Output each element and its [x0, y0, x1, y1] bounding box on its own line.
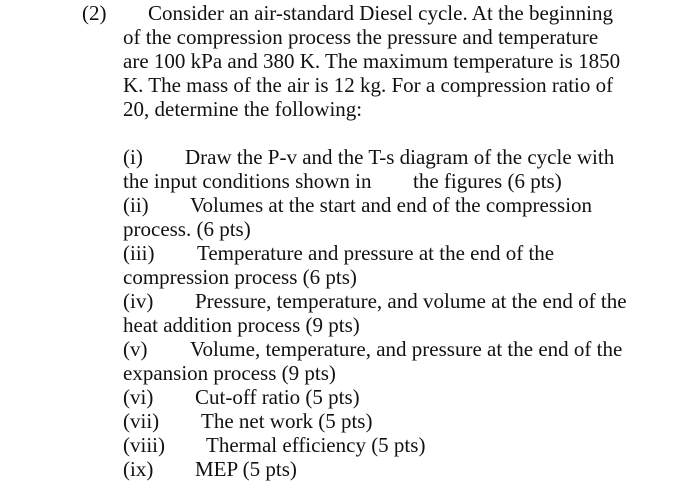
part-viii-line: [123, 433, 693, 457]
part-viii-text: Thermal efficiency (5 pts): [206, 433, 426, 457]
problem-text: [123, 1, 693, 481]
part-ii-line-2: process. (6 pts): [123, 217, 251, 241]
part-i-label: (i): [123, 145, 143, 169]
part-ix-text: MEP (5 pts): [195, 457, 297, 481]
part-i-text-2b: the figures (6 pts): [413, 169, 562, 193]
intro-line-4: K. The mass of the air is 12 kg. For a compression ratio of: [123, 73, 614, 97]
part-vii-line: [123, 409, 693, 433]
part-vii-text: The net work (5 pts): [201, 409, 373, 433]
part-iii-line-1: [123, 241, 693, 265]
part-i-text-2a: the input conditions shown in: [123, 169, 372, 193]
part-iv-line-2: heat addition process (9 pts): [123, 313, 360, 337]
part-i-line-1: [123, 145, 693, 169]
part-ix-label: (ix): [123, 457, 154, 481]
part-v-text: Volume, temperature, and pressure at the end of the: [190, 337, 623, 361]
part-iii-label: (iii): [123, 241, 155, 265]
part-i-text: Draw the P-v and the T-s diagram of the cycle with: [185, 145, 615, 169]
part-vi-text: Cut-off ratio (5 pts): [195, 385, 360, 409]
part-v-line-1: [123, 337, 693, 361]
part-iii-text: Temperature and pressure at the end of the: [197, 241, 555, 265]
part-i-line-2: [123, 169, 693, 193]
part-vi-label: (vi): [123, 385, 154, 409]
part-ix-line: [123, 457, 693, 481]
part-v-label: (v): [123, 337, 148, 361]
question-number: (2): [82, 1, 107, 25]
intro-line-5: 20, determine the following:: [123, 97, 363, 121]
intro-line-3: are 100 kPa and 380 K. The maximum temperature is 1850: [123, 49, 621, 73]
part-iv-text: Pressure, temperature, and volume at the end of the: [195, 289, 627, 313]
part-ii-text: Volumes at the start and end of the compression: [190, 193, 593, 217]
part-v-line-2: expansion process (9 pts): [123, 361, 336, 385]
part-iv-label: (iv): [123, 289, 154, 313]
part-vii-label: (vii): [123, 409, 160, 433]
intro-line-2: of the compression process the pressure and temperature: [123, 25, 599, 49]
part-iii-line-2: compression process (6 pts): [123, 265, 357, 289]
part-iv-line-1: [123, 289, 693, 313]
part-ii-label: (ii): [123, 193, 149, 217]
paragraph-gap: [123, 121, 693, 145]
part-ii-line-1: [123, 193, 693, 217]
intro-line-1: Consider an air-standard Diesel cycle. At the beginning: [148, 1, 613, 25]
part-viii-label: (viii): [123, 433, 165, 457]
part-vi-line: [123, 385, 693, 409]
